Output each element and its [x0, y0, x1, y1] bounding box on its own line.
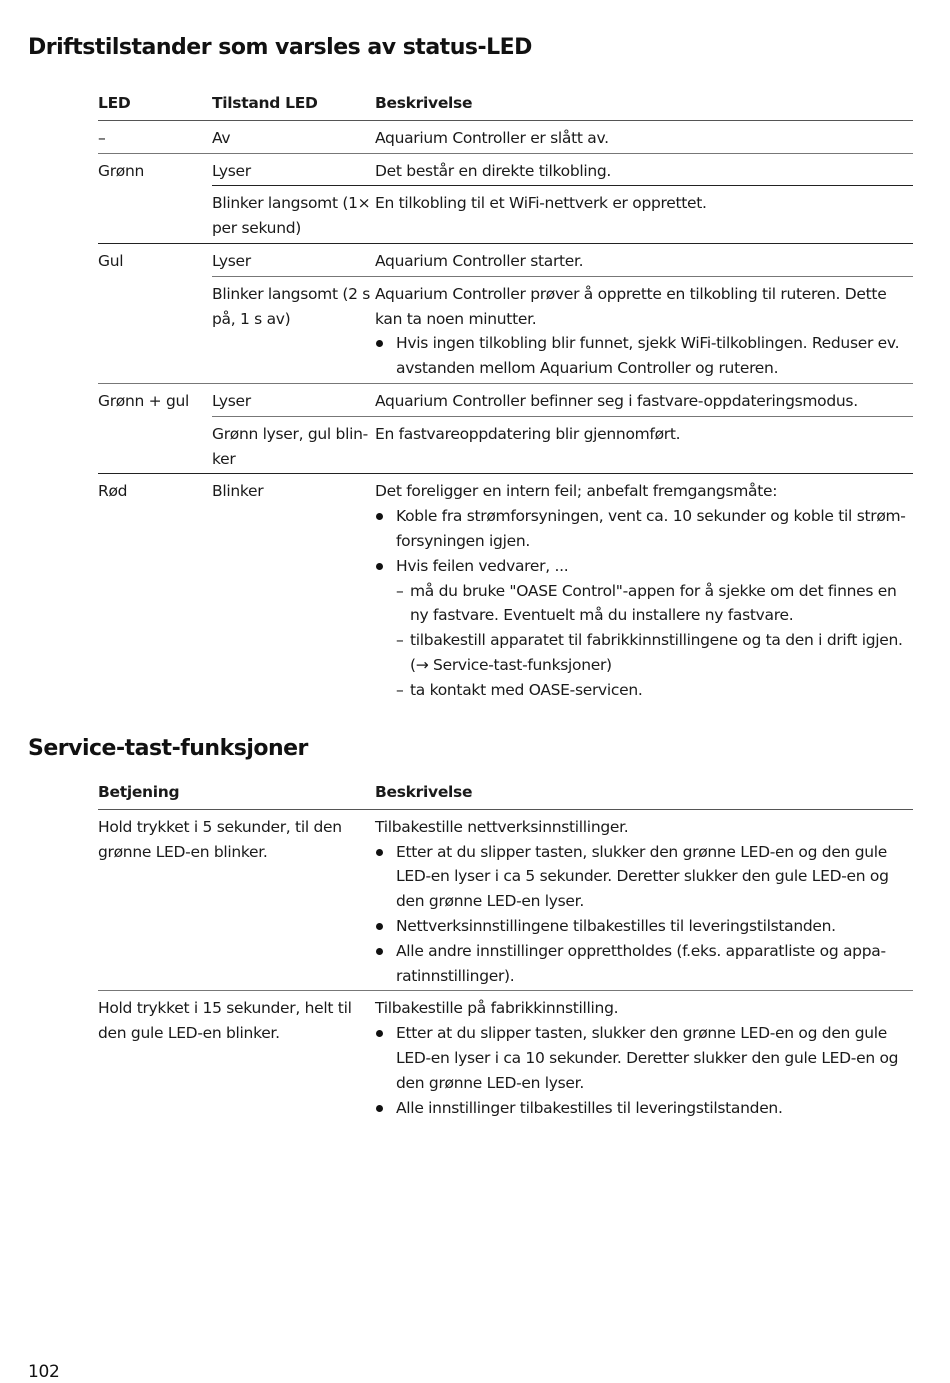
- bullet-item: Nettverksinnstillingene tilbakestilles til leveringstilstanden.: [375, 914, 909, 939]
- led-cell: [98, 186, 212, 244]
- description-cell: Aquarium Controller befinner seg i fastvare-oppdateringsmodus.: [375, 383, 913, 416]
- state-cell: Lyser: [212, 243, 375, 276]
- led-cell: [98, 416, 212, 474]
- bullet-list: [375, 840, 909, 989]
- column-header-description: Beskrivelse: [375, 89, 913, 120]
- description-cell: [375, 991, 913, 1122]
- dash-item: – ta kontakt med OASE-servicen.: [396, 678, 909, 703]
- led-cell: Grønn: [98, 161, 145, 180]
- description-text: Tilbakestille nettverksinnstillinger.: [375, 817, 629, 836]
- table-row: [98, 474, 913, 705]
- table-row: [98, 120, 913, 153]
- bullet-item: Alle andre innstillinger opprettholdes (f.eks. apparatliste og appa-ratinnstillinger).: [375, 939, 909, 989]
- state-cell: Blinker langsomt (2 s på, 1 s av): [212, 276, 375, 383]
- bullet-item: Alle innstillinger tilbakestilles til leveringstilstanden.: [375, 1096, 909, 1121]
- state-cell: Lyser: [212, 383, 375, 416]
- led-cell: –: [98, 120, 212, 153]
- table-row: [98, 186, 913, 244]
- description-cell: En tilkobling til et WiFi-nettverk er opprettet.: [375, 186, 913, 244]
- bullet-text: Hvis feilen vedvarer, ...: [396, 556, 569, 575]
- operation-cell: Hold trykket i 15 sekunder, helt til den gule LED-en blinker.: [98, 999, 352, 1043]
- bullet-item: Koble fra strømforsyningen, vent ca. 10 sekunder og koble til strøm-forsyningen igjen.: [375, 504, 909, 554]
- state-cell: Grønn lyser, gul blin-ker: [212, 416, 375, 474]
- table-row: [98, 416, 913, 474]
- bullet-item: Hvis ingen tilkobling blir funnet, sjekk WiFi-tilkoblingen. Reduser ev. avstanden mellom Aquarium Controller og ruteren.: [375, 331, 909, 381]
- led-cell: Grønn + gul: [98, 391, 190, 410]
- table-header-row: [98, 89, 913, 120]
- description-cell: Det består en direkte tilkobling.: [375, 153, 913, 186]
- dash-list: [396, 579, 909, 703]
- column-header-description: Beskrivelse: [375, 778, 913, 809]
- table-row: [98, 153, 913, 186]
- bullet-item: Etter at du slipper tasten, slukker den grønne LED-en og den gule LED-en lyser i ca 10 sekunder. Deretter slukker den gule LED-en og den grønne LED-en lyser.: [375, 1021, 909, 1095]
- state-cell: Lyser: [212, 153, 375, 186]
- description-cell: En fastvareoppdatering blir gjennomført.: [375, 416, 913, 474]
- description-cell: Aquarium Controller starter.: [375, 243, 913, 276]
- state-cell: Av: [212, 120, 375, 153]
- description-cell: Aquarium Controller er slått av.: [375, 120, 913, 153]
- service-key-table: [98, 778, 913, 1122]
- table-row: [98, 383, 913, 416]
- operation-cell: Hold trykket i 5 sekunder, til den grønne LED-en blinker.: [98, 809, 375, 991]
- dash-item: – må du bruke "OASE Control"-appen for å sjekke om det finnes en ny fastvare. Eventuelt må du installere ny fastvare.: [396, 579, 909, 629]
- description-cell: [375, 276, 913, 383]
- bullet-item: Etter at du slipper tasten, slukker den grønne LED-en og den gule LED-en lyser i ca 5 sekunder. Deretter slukker den gule LED-en og den grønne LED-en lyser.: [375, 840, 909, 914]
- led-cell: [98, 276, 212, 383]
- bullet-list: [375, 331, 909, 381]
- table-row: [98, 243, 913, 276]
- dash-item: – tilbakestill apparatet til fabrikkinnstillingene og ta den i drift igjen. (→ Service-tast-funksjoner): [396, 628, 909, 678]
- column-header-operation: Betjening: [98, 778, 375, 809]
- description-cell: [375, 809, 913, 991]
- table-row: [98, 991, 913, 1122]
- section-title-service-key: Service-tast-funksjoner: [28, 736, 308, 761]
- table-row: [98, 276, 913, 383]
- page-number: 102: [28, 1362, 60, 1382]
- bullet-list: [375, 1021, 909, 1120]
- description-cell: [375, 474, 913, 705]
- table-header-row: [98, 778, 913, 809]
- bullet-item: [375, 554, 909, 703]
- led-status-table: [98, 89, 913, 705]
- column-header-state: Tilstand LED: [212, 89, 375, 120]
- section-title-led-states: Driftstilstander som varsles av status-LED: [28, 35, 532, 60]
- bullet-list: [375, 504, 909, 702]
- column-header-led: LED: [98, 89, 212, 120]
- state-cell: Blinker langsomt (1× per sekund): [212, 186, 375, 244]
- table-row: [98, 809, 913, 991]
- description-text: Tilbakestille på fabrikkinnstilling.: [375, 999, 619, 1018]
- led-cell: Gul: [98, 251, 124, 270]
- description-text: Aquarium Controller prøver å opprette en tilkobling til ruteren. Dette kan ta noen minutter.: [375, 284, 887, 328]
- description-text: Det foreligger en intern feil; anbefalt fremgangsmåte:: [375, 482, 778, 501]
- led-cell: Rød: [98, 482, 128, 501]
- state-cell: Blinker: [212, 482, 264, 501]
